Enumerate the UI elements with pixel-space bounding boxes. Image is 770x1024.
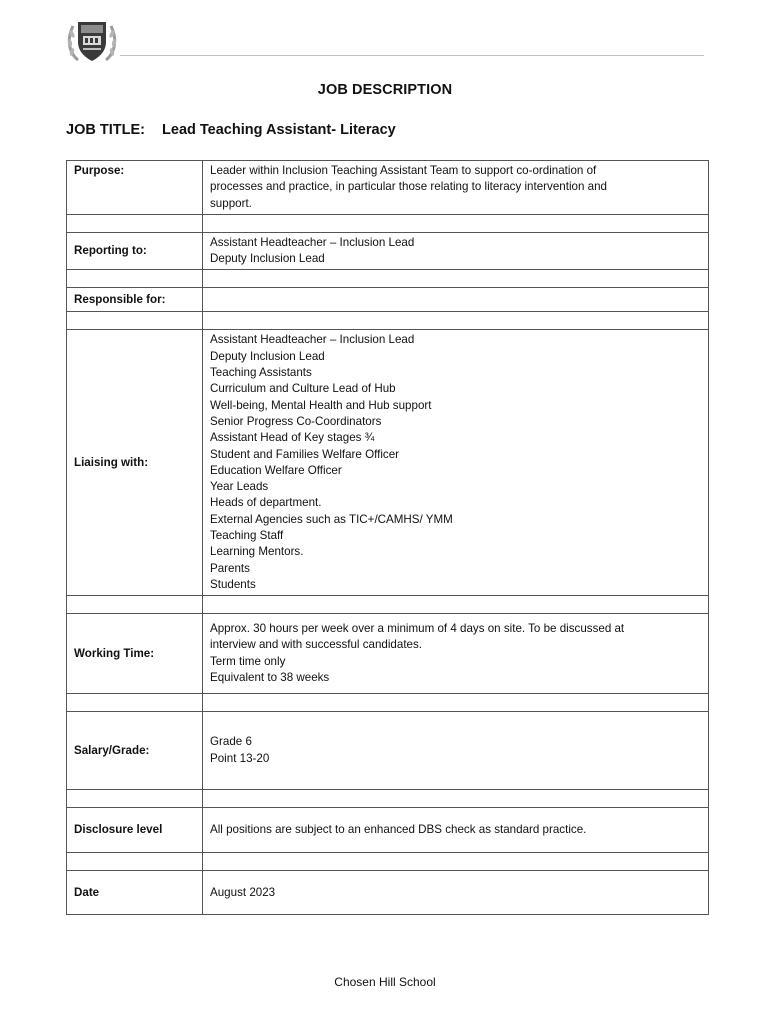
- spacer-row: [67, 270, 709, 288]
- liaising-line: Teaching Staff: [210, 529, 284, 543]
- liaising-line: Curriculum and Culture Lead of Hub: [210, 382, 396, 396]
- salary-label: Salary/Grade:: [67, 712, 203, 790]
- liaising-line: Year Leads: [210, 480, 269, 494]
- reporting-line: Assistant Headteacher – Inclusion Lead: [210, 235, 415, 249]
- job-title-value: Lead Teaching Assistant- Literacy: [162, 122, 396, 138]
- liaising-line: Education Welfare Officer: [210, 463, 342, 477]
- liaising-value: [203, 330, 709, 596]
- footer-school-name: Chosen Hill School: [334, 975, 436, 989]
- job-title-line: [66, 122, 396, 138]
- date-value: August 2023: [203, 871, 709, 915]
- job-title-label: JOB TITLE:: [66, 122, 145, 138]
- reporting-value: [203, 232, 709, 270]
- disclosure-label: Disclosure level: [67, 808, 203, 853]
- liaising-line: Teaching Assistants: [210, 366, 312, 380]
- reporting-label: Reporting to:: [67, 232, 203, 270]
- working-time-value: [203, 614, 709, 694]
- job-description-table: [66, 160, 709, 915]
- liaising-line: Assistant Headteacher – Inclusion Lead: [210, 333, 415, 347]
- table-row-purpose: [67, 161, 709, 215]
- liaising-line: Deputy Inclusion Lead: [210, 349, 325, 363]
- liaising-line: Student and Families Welfare Officer: [210, 447, 400, 461]
- spacer-row: [67, 790, 709, 808]
- liaising-line: Heads of department.: [210, 496, 322, 510]
- responsible-value: [203, 288, 709, 312]
- table-row-disclosure: [67, 808, 709, 853]
- purpose-label: Purpose:: [67, 161, 203, 215]
- working-time-line: interview and with successful candidates.: [210, 638, 423, 652]
- spacer-row: [67, 312, 709, 330]
- disclosure-value: All positions are subject to an enhanced DBS check as standard practice.: [203, 808, 709, 853]
- table-row-working-time: [67, 614, 709, 694]
- spacer-row: [67, 596, 709, 614]
- date-label: Date: [67, 871, 203, 915]
- spacer-row: [67, 694, 709, 712]
- working-time-line: Term time only: [210, 654, 286, 668]
- working-time-line: Approx. 30 hours per week over a minimum of 4 days on site. To be discussed at: [210, 622, 625, 636]
- spacer-row: [67, 853, 709, 871]
- liaising-line: Senior Progress Co-Coordinators: [210, 414, 382, 428]
- document-title: JOB DESCRIPTION: [317, 82, 453, 98]
- purpose-line: processes and practice, in particular those relating to literacy intervention and: [210, 180, 607, 194]
- responsible-label: Responsible for:: [67, 288, 203, 312]
- spacer-row: [67, 214, 709, 232]
- liaising-line: Well-being, Mental Health and Hub support: [210, 398, 432, 412]
- liaising-line: Assistant Head of Key stages ¾: [210, 431, 375, 445]
- liaising-line: Parents: [210, 561, 250, 575]
- salary-line: Grade 6: [210, 735, 252, 749]
- school-crest-logo: [64, 16, 120, 64]
- reporting-line: Deputy Inclusion Lead: [210, 252, 325, 266]
- salary-value: [203, 712, 709, 790]
- header-rule: [120, 55, 704, 56]
- table-row-salary: [67, 712, 709, 790]
- liaising-line: Students: [210, 577, 256, 591]
- working-time-label: Working Time:: [67, 614, 203, 694]
- liaising-line: External Agencies such as TIC+/CAMHS/ YMM: [210, 512, 453, 526]
- table-row-responsible: [67, 288, 709, 312]
- table-row-date: [67, 871, 709, 915]
- liaising-label: Liaising with:: [67, 330, 203, 596]
- salary-line: Point 13-20: [210, 751, 270, 765]
- purpose-line: support.: [210, 196, 252, 210]
- table-row-reporting: [67, 232, 709, 270]
- table-row-liaising: [67, 330, 709, 596]
- purpose-value: [203, 161, 709, 215]
- purpose-line: Leader within Inclusion Teaching Assistant Team to support co-ordination of: [210, 164, 597, 177]
- working-time-line: Equivalent to 38 weeks: [210, 671, 330, 685]
- liaising-line: Learning Mentors.: [210, 545, 304, 559]
